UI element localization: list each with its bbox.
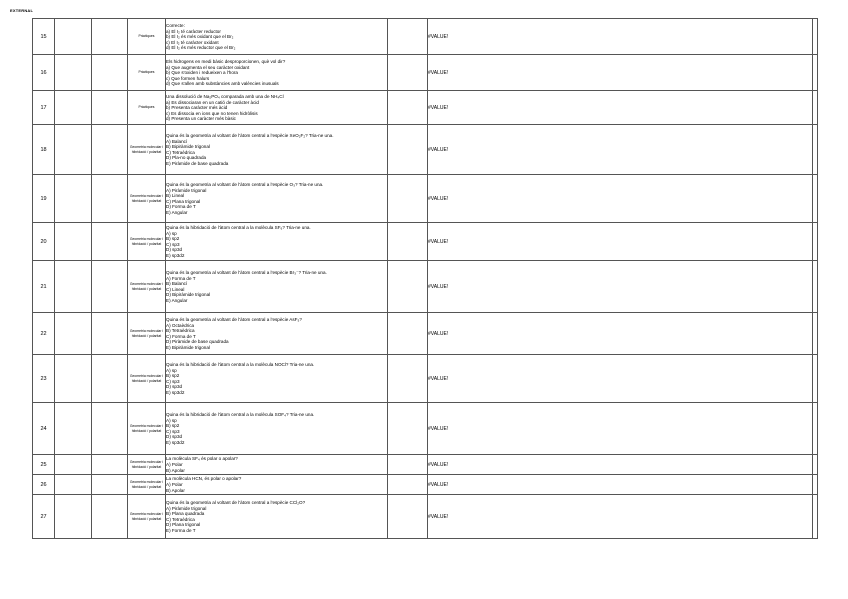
question-number-cell[interactable]: 18 bbox=[33, 125, 55, 175]
table-row bbox=[33, 403, 818, 455]
answer-option: C) Forma de T bbox=[166, 333, 196, 339]
answer-option: A) Polar bbox=[166, 462, 183, 467]
question-number-cell[interactable]: 24 bbox=[33, 403, 55, 455]
topic-cell[interactable]: Geometria molecular i hibridació / polaritat bbox=[128, 355, 166, 403]
empty-cell-f[interactable] bbox=[388, 223, 428, 261]
question-number-cell[interactable]: 19 bbox=[33, 175, 55, 223]
result-cell[interactable]: #VALUE! bbox=[428, 223, 813, 261]
empty-cell-f[interactable] bbox=[388, 91, 428, 125]
answer-option: E) Bipiràmide trigonal bbox=[166, 344, 210, 350]
edge-cell[interactable] bbox=[813, 455, 818, 475]
empty-cell-c[interactable] bbox=[92, 223, 128, 261]
table-row bbox=[33, 261, 818, 313]
edge-cell[interactable] bbox=[813, 55, 818, 91]
question-cell[interactable] bbox=[166, 125, 388, 175]
empty-cell-f[interactable] bbox=[388, 261, 428, 313]
table-row bbox=[33, 495, 818, 539]
answer-option: b) Presenta caràcter més àcid bbox=[166, 105, 228, 110]
topic-cell[interactable]: Geometria molecular i hibridació / polaritat bbox=[128, 313, 166, 355]
answer-option: a) Que augmenta el seu caràcter oxidant bbox=[166, 64, 250, 70]
question-number-cell[interactable]: 17 bbox=[33, 91, 55, 125]
question-stem: Correcte: bbox=[166, 22, 185, 28]
topic-cell[interactable]: Geometria molecular i hibridació / polaritat bbox=[128, 455, 166, 475]
answer-option: A) Polar bbox=[166, 482, 183, 487]
empty-cell-f[interactable] bbox=[388, 55, 428, 91]
edge-cell[interactable] bbox=[813, 91, 818, 125]
empty-cell-b[interactable] bbox=[55, 455, 92, 475]
topic-cell[interactable]: Geometria molecular i hibridació / polaritat bbox=[128, 125, 166, 175]
question-stem: Quina és la geometria al voltant de l'àtom central a l'espècie XeO₂F₂? Tria-ne una. bbox=[166, 132, 334, 138]
topic-cell[interactable]: Geometria molecular i hibridació / polaritat bbox=[128, 175, 166, 223]
empty-cell-c[interactable] bbox=[92, 19, 128, 55]
answer-option: B) Apolar bbox=[166, 487, 185, 493]
edge-cell[interactable] bbox=[813, 261, 818, 313]
empty-cell-c[interactable] bbox=[92, 455, 128, 475]
topic-cell[interactable]: Geometria molecular i hibridació / polaritat bbox=[128, 495, 166, 539]
answer-option: D) Pla-no quadrada bbox=[166, 155, 207, 161]
answer-option: B) sp2 bbox=[166, 423, 180, 429]
question-stem: Quina és la geometria al voltant de l'àtom central a l'espècie AsF₅? bbox=[166, 316, 302, 322]
answer-option: A) Octaèdrica bbox=[166, 322, 195, 328]
table-row bbox=[33, 223, 818, 261]
topic-cell[interactable]: Geometria molecular i hibridació / polaritat bbox=[128, 261, 166, 313]
question-cell[interactable] bbox=[166, 223, 388, 261]
question-cell[interactable] bbox=[166, 355, 388, 403]
result-cell[interactable]: #VALUE! bbox=[428, 261, 813, 313]
answer-option: D) sp3d bbox=[166, 434, 183, 440]
question-number-cell[interactable]: 23 bbox=[33, 355, 55, 403]
table-row bbox=[33, 355, 818, 403]
result-cell[interactable]: #VALUE! bbox=[428, 91, 813, 125]
table-row bbox=[33, 175, 818, 223]
empty-cell-c[interactable] bbox=[92, 475, 128, 495]
answer-option: E) sp3d2 bbox=[166, 389, 185, 395]
empty-cell-c[interactable] bbox=[92, 495, 128, 539]
empty-cell-f[interactable] bbox=[388, 355, 428, 403]
answer-option: A) sp bbox=[166, 367, 177, 373]
empty-cell-b[interactable] bbox=[55, 403, 92, 455]
answer-option: B) Apolar bbox=[166, 467, 185, 473]
question-cell[interactable] bbox=[166, 175, 388, 223]
answer-option: c) Es dissocia en ions que no tenen hidròlisis bbox=[166, 110, 258, 116]
result-cell[interactable]: #VALUE! bbox=[428, 475, 813, 495]
answer-option: E) Forma de T bbox=[166, 527, 196, 533]
question-table bbox=[32, 18, 818, 539]
empty-cell-f[interactable] bbox=[388, 475, 428, 495]
question-number-cell[interactable]: 22 bbox=[33, 313, 55, 355]
empty-cell-b[interactable] bbox=[55, 313, 92, 355]
question-stem: Quina és la hibridació de l'àtom central a la molècula SOF₄? Tria-ne una. bbox=[166, 411, 315, 417]
question-number-cell[interactable]: 27 bbox=[33, 495, 55, 539]
edge-cell[interactable] bbox=[813, 223, 818, 261]
table-row bbox=[33, 19, 818, 55]
answer-option: C) Tetraèdrica bbox=[166, 149, 195, 155]
answer-option: A) Piràmide trigonal bbox=[166, 187, 207, 193]
answer-option: A) sp bbox=[166, 230, 177, 236]
empty-cell-c[interactable] bbox=[92, 91, 128, 125]
answer-option: E) Angular bbox=[166, 297, 188, 303]
empty-cell-f[interactable] bbox=[388, 403, 428, 455]
table-row bbox=[33, 55, 818, 91]
question-cell[interactable] bbox=[166, 455, 388, 475]
question-stem: Quina és la hibridació de l'àtom central a la molècula SF₆? Tria-ne una. bbox=[166, 224, 311, 230]
empty-cell-b[interactable] bbox=[55, 475, 92, 495]
empty-cell-f[interactable] bbox=[388, 455, 428, 475]
answer-option: b) Que s'oxiden i redueixen a l'hora bbox=[166, 70, 238, 75]
answer-option: D) Bipiràmide trigonal bbox=[166, 292, 211, 298]
table-row bbox=[33, 475, 818, 495]
question-cell[interactable] bbox=[166, 313, 388, 355]
page-label: EXTERNAL bbox=[10, 8, 34, 13]
answer-option: C) sp3 bbox=[166, 428, 180, 434]
answer-option: A) Balancí bbox=[166, 138, 188, 144]
answer-option: c) El I₂ té caràcter oxidant bbox=[166, 39, 219, 45]
answer-option: B) Bipiràmide trigonal bbox=[166, 144, 210, 150]
answer-option: a) Es dissociaran en un catió de caràcter àcid bbox=[166, 99, 259, 105]
empty-cell-b[interactable] bbox=[55, 91, 92, 125]
question-stem: Quina és la geometria al voltant de l'àtom central a l'espècie CCl₂O? bbox=[166, 499, 306, 505]
question-cell[interactable] bbox=[166, 495, 388, 539]
answer-option: C) Tetraèdrica bbox=[166, 516, 195, 522]
table-row bbox=[33, 91, 818, 125]
result-cell[interactable]: #VALUE! bbox=[428, 455, 813, 475]
answer-option: B) Tetraèdrica bbox=[166, 328, 195, 334]
answer-option: C) Plana trigonal bbox=[166, 198, 201, 204]
answer-option: D) sp3d bbox=[166, 384, 183, 390]
topic-cell[interactable]: Geometria molecular i hibridació / polaritat bbox=[128, 223, 166, 261]
question-cell[interactable] bbox=[166, 55, 388, 91]
empty-cell-b[interactable] bbox=[55, 125, 92, 175]
empty-cell-b[interactable] bbox=[55, 495, 92, 539]
answer-option: C) sp3 bbox=[166, 241, 180, 247]
edge-cell[interactable] bbox=[813, 19, 818, 55]
empty-cell-f[interactable] bbox=[388, 175, 428, 223]
question-number-cell[interactable]: 16 bbox=[33, 55, 55, 91]
answer-option: C) sp3 bbox=[166, 378, 180, 384]
empty-cell-c[interactable] bbox=[92, 125, 128, 175]
result-cell[interactable]: #VALUE! bbox=[428, 55, 813, 91]
edge-cell[interactable] bbox=[813, 313, 818, 355]
answer-option: B) Lineal bbox=[166, 193, 185, 199]
answer-option: d) Que s'allen amb substàncies amb valències inusuals bbox=[166, 81, 279, 86]
result-cell[interactable]: #VALUE! bbox=[428, 125, 813, 175]
empty-cell-f[interactable] bbox=[388, 19, 428, 55]
answer-option: d) Presenta un caràcter més bàsic bbox=[166, 116, 236, 121]
edge-cell[interactable] bbox=[813, 403, 818, 455]
answer-option: B) Plana quadrada bbox=[166, 511, 205, 517]
empty-cell-c[interactable] bbox=[92, 355, 128, 403]
question-number-cell[interactable]: 21 bbox=[33, 261, 55, 313]
empty-cell-b[interactable] bbox=[55, 19, 92, 55]
answer-option: d) El I₂ és més reductor que el Br₂ bbox=[166, 45, 236, 50]
empty-cell-c[interactable] bbox=[92, 261, 128, 313]
answer-option: A) Forma de T bbox=[166, 275, 196, 281]
answer-option: E) Piràmide de base quadrada bbox=[166, 160, 229, 166]
answer-option: C) Lineal bbox=[166, 286, 185, 292]
answer-option: b) El I₂ és més oxidant que el Br₂ bbox=[166, 34, 234, 39]
question-number-cell[interactable]: 26 bbox=[33, 475, 55, 495]
result-cell[interactable]: #VALUE! bbox=[428, 355, 813, 403]
question-stem: Quina és la geometria al voltant de l'àtom central a l'espècie Br₃⁻? Tria-ne una. bbox=[166, 269, 327, 275]
answer-option: A) Piràmide trigonal bbox=[166, 505, 207, 511]
topic-cell[interactable]: Pràctiques bbox=[128, 55, 166, 91]
result-cell[interactable]: #VALUE! bbox=[428, 403, 813, 455]
table-row bbox=[33, 125, 818, 175]
question-stem: Quina és la geometria al voltant de l'àtom central a l'espècie O₃? Tria-ne una. bbox=[166, 181, 324, 187]
empty-cell-b[interactable] bbox=[55, 261, 92, 313]
empty-cell-c[interactable] bbox=[92, 403, 128, 455]
question-cell[interactable] bbox=[166, 475, 388, 495]
empty-cell-b[interactable] bbox=[55, 355, 92, 403]
question-stem: Quina és la hibridació de l'àtom central a la molècula NOCl? Tria-ne una. bbox=[166, 361, 315, 367]
answer-option: D) Piràmide de base quadrada bbox=[166, 339, 229, 345]
topic-cell[interactable]: Geometria molecular i hibridació / polaritat bbox=[128, 475, 166, 495]
question-stem: La molècula SF₄ és polar o apolar? bbox=[166, 456, 238, 461]
question-cell[interactable] bbox=[166, 91, 388, 125]
question-cell[interactable] bbox=[166, 403, 388, 455]
result-cell[interactable]: #VALUE! bbox=[428, 495, 813, 539]
topic-cell[interactable]: Geometria molecular i hibridació / polaritat bbox=[128, 403, 166, 455]
answer-option: E) sp3d2 bbox=[166, 439, 185, 445]
empty-cell-c[interactable] bbox=[92, 313, 128, 355]
result-cell[interactable]: #VALUE! bbox=[428, 313, 813, 355]
answer-option: a) El I₂ té caràcter reductor bbox=[166, 28, 221, 34]
answer-option: c) Que formen halurs bbox=[166, 75, 210, 81]
question-stem: Una dissolució de Na₂PO₄ comparada amb una de NH₄Cl bbox=[166, 93, 284, 99]
edge-cell[interactable] bbox=[813, 475, 818, 495]
question-number-cell[interactable]: 25 bbox=[33, 455, 55, 475]
answer-option: B) Balancí bbox=[166, 281, 188, 287]
result-cell[interactable]: #VALUE! bbox=[428, 19, 813, 55]
edge-cell[interactable] bbox=[813, 495, 818, 539]
result-cell[interactable]: #VALUE! bbox=[428, 175, 813, 223]
empty-cell-c[interactable] bbox=[92, 55, 128, 91]
table-row bbox=[33, 455, 818, 475]
edge-cell[interactable] bbox=[813, 175, 818, 223]
question-cell[interactable] bbox=[166, 19, 388, 55]
topic-cell[interactable]: Pràctiques bbox=[128, 91, 166, 125]
edge-cell[interactable] bbox=[813, 125, 818, 175]
answer-option: E) Angular bbox=[166, 209, 188, 215]
table-row bbox=[33, 313, 818, 355]
empty-cell-b[interactable] bbox=[55, 175, 92, 223]
question-number-cell[interactable]: 15 bbox=[33, 19, 55, 55]
empty-cell-f[interactable] bbox=[388, 495, 428, 539]
answer-option: A) sp bbox=[166, 417, 177, 423]
question-stem: La molècula HCN, és polar o apolar? bbox=[166, 476, 242, 481]
answer-option: B) sp2 bbox=[166, 373, 180, 379]
empty-cell-f[interactable] bbox=[388, 313, 428, 355]
question-cell[interactable] bbox=[166, 261, 388, 313]
empty-cell-f[interactable] bbox=[388, 125, 428, 175]
answer-option: D) Forma de T bbox=[166, 204, 196, 210]
empty-cell-b[interactable] bbox=[55, 223, 92, 261]
answer-option: E) sp3d2 bbox=[166, 252, 185, 258]
question-stem: Els hidrogens en medi bàsic desproporcionen, què vol dir? bbox=[166, 58, 286, 64]
empty-cell-b[interactable] bbox=[55, 55, 92, 91]
answer-option: B) sp2 bbox=[166, 236, 180, 242]
topic-cell[interactable]: Pràctiques bbox=[128, 19, 166, 55]
answer-option: D) sp3d bbox=[166, 247, 183, 253]
question-number-cell[interactable]: 20 bbox=[33, 223, 55, 261]
empty-cell-c[interactable] bbox=[92, 175, 128, 223]
edge-cell[interactable] bbox=[813, 355, 818, 403]
answer-option: D) Plana trigonal bbox=[166, 522, 201, 528]
